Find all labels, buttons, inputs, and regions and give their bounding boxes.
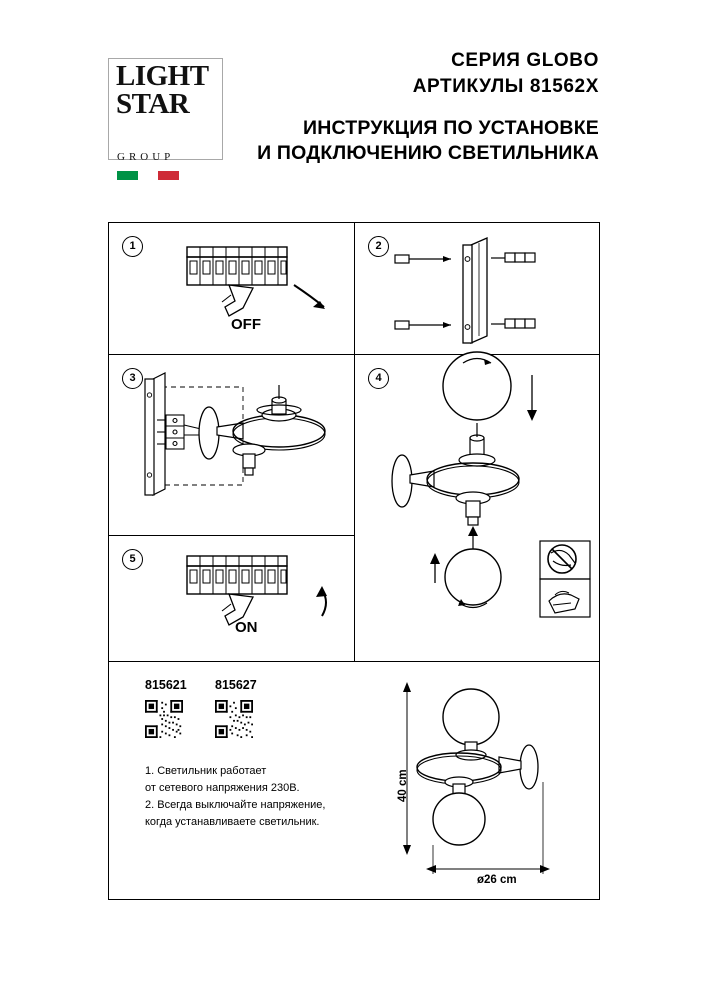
dimension-width-label: ø26 cm	[477, 874, 517, 886]
step-5-number: 5	[122, 549, 143, 570]
step-5-cell	[109, 536, 354, 661]
note-line-1: 1. Светильник работает	[145, 765, 267, 777]
globe-mounting-icon	[355, 223, 599, 661]
note-line-3: 2. Всегда выключайте напряжение,	[145, 799, 326, 811]
dry-cloth-icon	[549, 591, 579, 613]
header-text-block	[179, 48, 599, 166]
step-2-number: 2	[368, 236, 389, 257]
logo-group-text: GROUP	[117, 151, 175, 163]
circuit-breaker-off-icon	[109, 223, 354, 354]
instruction-title-line-1: ИНСТРУКЦИЯ ПО УСТАНОВКЕ	[302, 117, 599, 139]
series-line: СЕРИЯ GLOBO	[451, 50, 599, 71]
note-line-2: от сетевого напряжения 230В.	[145, 782, 300, 794]
step-1-number: 1	[122, 236, 143, 257]
instruction-title-line-2: И ПОДКЛЮЧЕНИЮ СВЕТИЛЬНИКА	[257, 142, 599, 164]
step-4-number: 4	[368, 368, 389, 389]
qr-code-left	[145, 700, 183, 738]
italy-flag-icon	[117, 171, 179, 180]
circuit-breaker-on-icon	[109, 536, 354, 661]
page-header	[0, 0, 707, 200]
product-code-right: 815627	[215, 678, 257, 692]
step-3-number: 3	[122, 368, 143, 389]
wiring-connection-icon	[109, 355, 354, 535]
logo-line-1: LIGHT	[116, 60, 209, 92]
step-1-caption: OFF	[231, 316, 261, 333]
step-5-caption: ON	[235, 619, 258, 636]
logo-line-2: STAR	[116, 88, 190, 120]
step-1-cell	[109, 223, 354, 354]
step-4-cell	[355, 223, 599, 661]
step-3-cell	[109, 355, 354, 535]
wall-lamp-dimensions-icon	[349, 662, 599, 899]
safety-notes	[145, 763, 355, 831]
qr-code-right	[215, 700, 253, 738]
product-code-left: 815621	[145, 678, 187, 692]
instruction-grid	[108, 222, 600, 900]
no-wet-cloth-icon	[548, 545, 576, 573]
dimension-height-label: 40 cm	[397, 769, 409, 802]
article-line: АРТИКУЛЫ 81562X	[412, 76, 599, 97]
product-info-cell	[109, 662, 599, 899]
note-line-4: когда устанавливаете светильник.	[145, 816, 320, 828]
